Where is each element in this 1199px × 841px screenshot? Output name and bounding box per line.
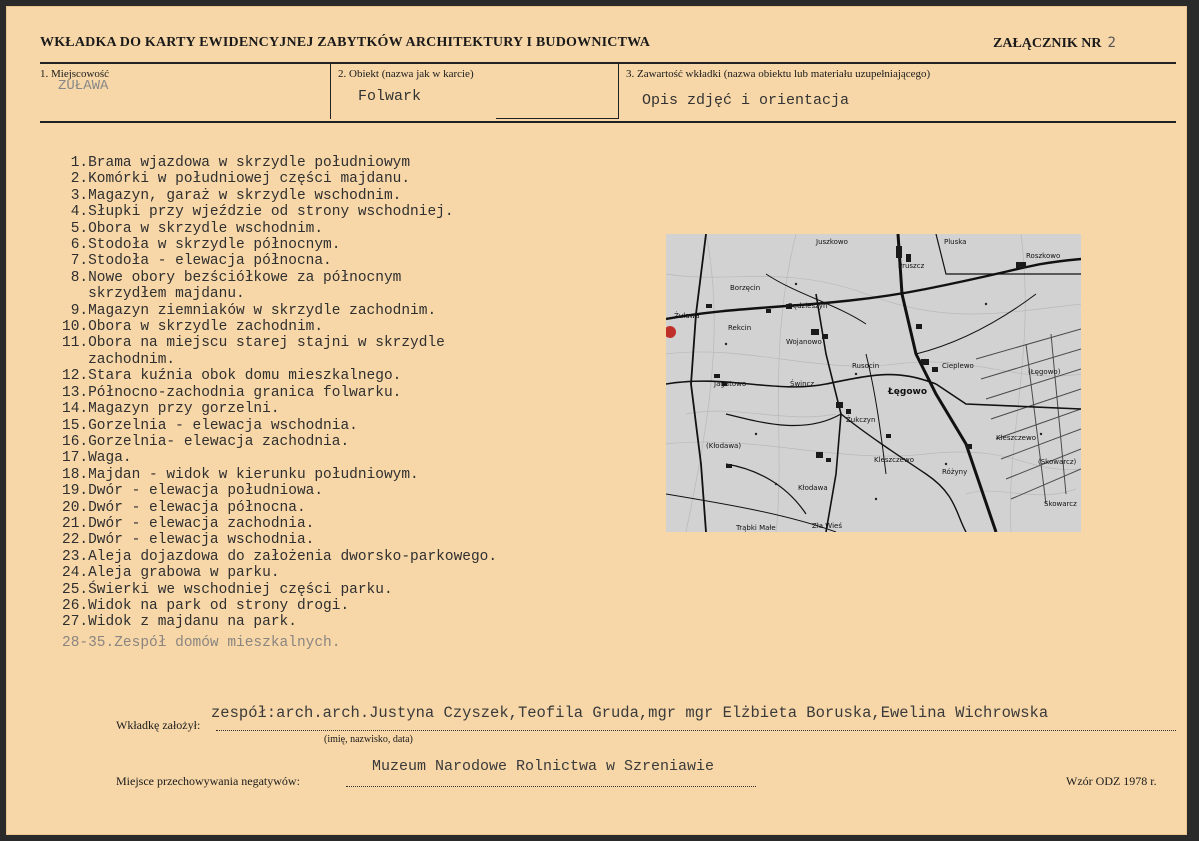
index-card	[6, 6, 1187, 835]
list-item: 26.Widok na park od strony drogi.	[62, 597, 350, 614]
list-item: 21.Dwór - elewacja zachodnia.	[62, 515, 315, 532]
list-item: 19.Dwór - elewacja południowa.	[62, 483, 324, 500]
list-item-last: 28-35.Zespół domów mieszkalnych.	[62, 634, 341, 651]
map-graphic	[666, 234, 1081, 532]
map-label: Juszkowo	[816, 238, 848, 246]
list-item: 17.Waga.	[62, 450, 132, 467]
list-item: 25.Świerki we wschodniej części parku.	[62, 581, 393, 598]
list-item: 18.Majdan - widok w kierunku południowym.	[62, 466, 419, 483]
orientation-map	[666, 234, 1081, 532]
map-label: Trąbki Małe	[736, 524, 776, 532]
list-item: 8.Nowe obory bezściółkowe za północnym	[62, 269, 402, 286]
header-rule	[40, 62, 1176, 64]
list-item: 14.Magazyn przy gorzelni.	[62, 401, 280, 418]
list-item: 5.Obora w skrzydle wschodnim.	[62, 220, 324, 237]
field-1-label: 1. Miejscowość	[40, 68, 110, 80]
fields-bottom-rule	[40, 121, 1176, 123]
storage-label: Miejsce przechowywania negatywów:	[116, 774, 300, 788]
list-item: 2.Komórki w południowej części majdanu.	[62, 171, 411, 188]
field-3-label: 3. Zawartość wkładki (nazwa obiektu lub materiału uzupełniającego)	[626, 68, 931, 80]
map-label: Łęgowo	[888, 387, 928, 397]
list-item: 6.Stodoła w skrzydle północnym.	[62, 237, 341, 254]
map-label: Rekcin	[728, 324, 752, 332]
map-label: (Kłodawa)	[706, 442, 742, 450]
list-item: zachodnim.	[62, 351, 176, 368]
field-3-value: Opis zdjęć i orientacja	[642, 92, 850, 109]
map-label: (Skowarcz)	[1038, 458, 1077, 466]
map-label: Jagatowo	[714, 380, 747, 388]
field-1-value: ZUŁAWA	[58, 78, 109, 94]
attachment-number-value: 2	[1107, 35, 1116, 51]
founder-sub-label: (imię, nazwisko, data)	[324, 734, 413, 745]
field-2-label: 2. Obiekt (nazwa jak w karcie)	[338, 68, 474, 80]
list-item: 15.Gorzelnia - elewacja wschodnia.	[62, 417, 358, 434]
founder-dotline	[216, 730, 1176, 731]
list-item: 16.Gorzelnia- elewacja zachodnia.	[62, 433, 350, 450]
map-label: Kleszczewo	[874, 456, 915, 464]
list-item: 13.Północno-zachodnia granica folwarku.	[62, 384, 402, 401]
founder-value: zespół:arch.arch.Justyna Czyszek,Teofila Gruda,mgr mgr Elżbieta Boruska,Ewelina Wichrowska	[211, 704, 1049, 722]
field-divider-1	[330, 63, 331, 119]
list-item: 12.Stara kuźnia obok domu mieszkalnego.	[62, 368, 402, 385]
map-label: Różyny	[942, 468, 968, 476]
list-item: 22.Dwór - elewacja wschodnia.	[62, 532, 315, 549]
map-label: Roszkowo	[1026, 252, 1061, 260]
field2-underline	[496, 118, 618, 119]
list-item: 23.Aleja dojazdowa do założenia dworsko-parkowego.	[62, 548, 498, 565]
map-label: Kłodawa	[798, 484, 828, 492]
map-label: Borzęcin	[730, 284, 761, 292]
list-item: skrzydłem majdanu.	[62, 286, 245, 303]
map-label: Skowarcz	[1044, 500, 1077, 508]
list-item: 7.Stodoła - elewacja północna.	[62, 253, 332, 270]
map-label: Żukczyn	[846, 416, 876, 424]
field-divider-2	[618, 63, 619, 119]
list-item: 3.Magazyn, garaż w skrzydle wschodnim.	[62, 187, 402, 204]
map-label: Zła Wieś	[812, 522, 842, 530]
list-item: 10.Obora w skrzydle zachodnim.	[62, 319, 324, 336]
map-label: Pruszcz	[898, 262, 925, 270]
map-label: Cieplewo	[942, 362, 974, 370]
map-label: Będzieszyn	[788, 302, 828, 310]
form-title: WKŁADKA DO KARTY EWIDENCYJNEJ ZABYTKÓW ARCHITEKTURY I BUDOWNICTWA	[40, 35, 651, 50]
list-item: 4.Słupki przy wjeździe od strony wschodniej.	[62, 204, 454, 221]
form-reference: Wzór ODZ 1978 r.	[1066, 774, 1157, 788]
photo-description-list	[62, 155, 497, 651]
list-item: 20.Dwór - elewacja północna.	[62, 499, 306, 516]
map-label: Rusocin	[852, 362, 880, 370]
map-label: Kleszczewo	[996, 434, 1037, 442]
map-label: Świncz	[790, 380, 815, 388]
field-2-value: Folwark	[358, 88, 422, 105]
list-item: 9.Magazyn ziemniaków w skrzydle zachodnim.	[62, 302, 437, 319]
storage-value: Muzeum Narodowe Rolnictwa w Szreniawie	[372, 758, 715, 775]
list-item: 24.Aleja grabowa w parku.	[62, 565, 280, 582]
list-item: 11.Obora na miejscu starej stajni w skrzydle	[62, 335, 445, 352]
map-label: (Łęgowo)	[1028, 368, 1061, 376]
storage-dotline	[346, 786, 756, 787]
map-label: Żuława	[674, 312, 700, 320]
list-item: 27.Widok z majdanu na park.	[62, 614, 297, 631]
map-label: Pluska	[944, 238, 967, 246]
attachment-number	[993, 35, 1116, 52]
list-item: 1.Brama wjazdowa w skrzydle południowym	[62, 155, 411, 171]
founder-label: Wkładkę założył:	[116, 718, 201, 732]
map-label: Wojanowo	[786, 338, 822, 346]
attachment-label: ZAŁĄCZNIK NR	[993, 36, 1102, 51]
